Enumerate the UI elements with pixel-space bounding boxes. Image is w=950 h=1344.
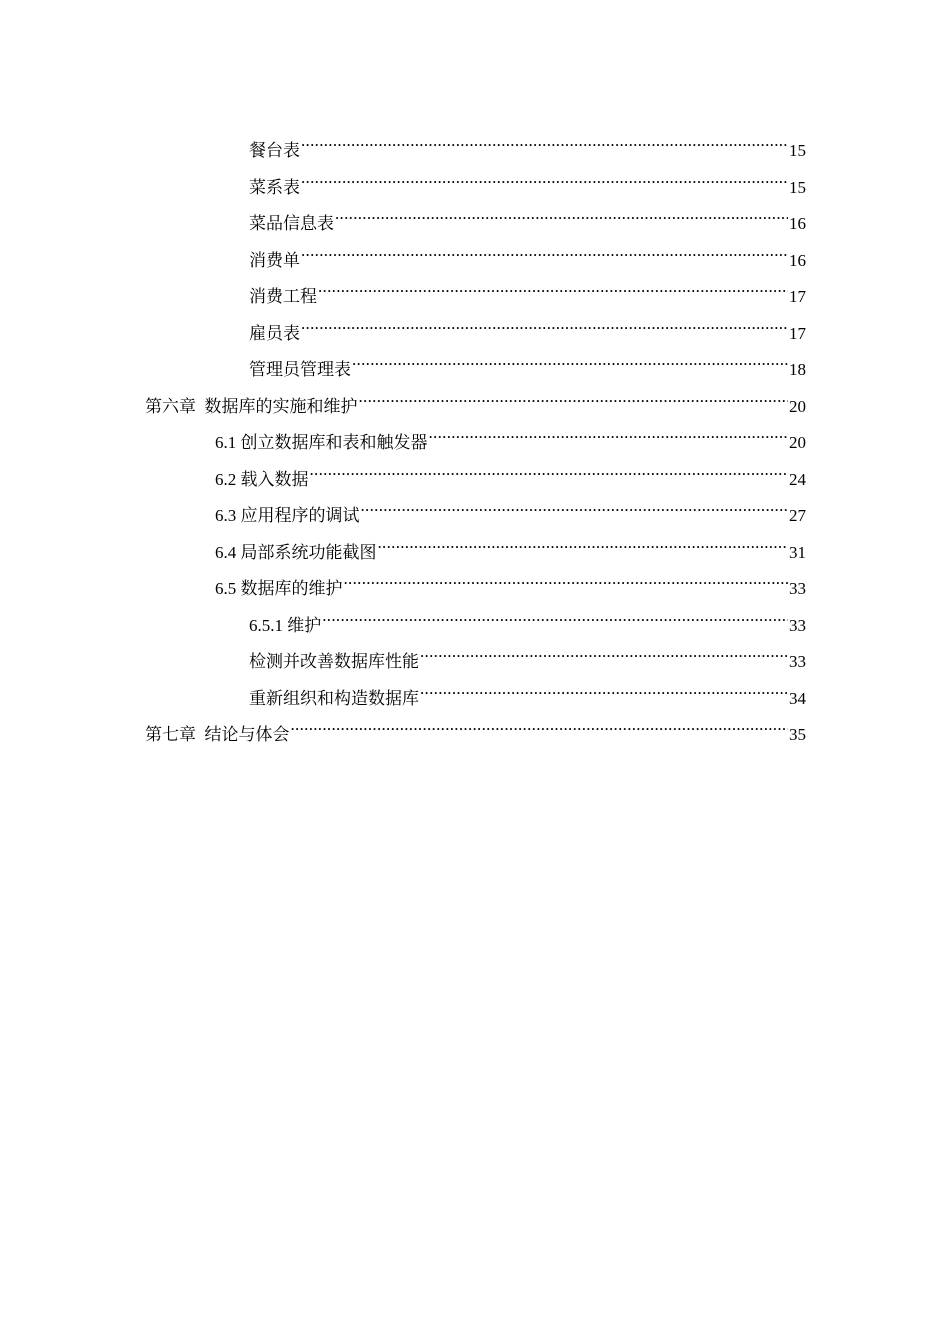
toc-entry-title: 消费工程: [249, 287, 317, 306]
toc-entry-title: 6.3 应用程序的调试: [215, 506, 360, 525]
toc-dot-leader: [301, 302, 788, 339]
toc-entry-title: 重新组织和构造数据库: [249, 688, 419, 708]
toc-dot-leader: [335, 193, 788, 230]
toc-section-entry[interactable]: [215, 521, 806, 562]
toc-dot-leader: [429, 412, 789, 449]
toc-entry-title: 6.4 局部系统功能截图: [215, 542, 377, 562]
toc-entry[interactable]: [249, 594, 806, 635]
toc-section-entry[interactable]: [215, 558, 806, 598]
toc-entry-page: 15: [789, 141, 806, 160]
toc-entry[interactable]: [249, 631, 806, 671]
toc-dot-leader: [378, 521, 789, 558]
toc-entry-page: 17: [789, 287, 806, 306]
toc-entry-page: 35: [789, 725, 806, 744]
toc-chapter-entry[interactable]: [145, 704, 806, 744]
toc-entry-title: 消费单: [249, 250, 300, 270]
toc-dot-leader: [310, 448, 789, 485]
toc-dot-leader: [420, 667, 788, 704]
toc-entry-page: 31: [789, 542, 806, 562]
toc-chapter-entry[interactable]: [145, 375, 806, 416]
toc-entry-page: 27: [789, 506, 806, 525]
toc-entry[interactable]: [249, 193, 806, 233]
toc-entry[interactable]: [249, 156, 806, 197]
toc-dot-leader: [301, 229, 788, 266]
toc-section-entry[interactable]: [215, 412, 806, 452]
toc-dot-leader: [301, 120, 788, 157]
toc-entry-page: 20: [789, 396, 806, 416]
toc-entry-page: 18: [789, 360, 806, 379]
toc-entry-page: 16: [789, 250, 806, 270]
toc-entry-page: 15: [789, 177, 806, 197]
toc-entry[interactable]: [249, 302, 806, 343]
toc-dot-leader: [301, 156, 788, 193]
toc-entry-page: 16: [789, 214, 806, 233]
toc-dot-leader: [318, 266, 788, 303]
toc-entry[interactable]: [249, 229, 806, 270]
toc-entry-title: 餐台表: [249, 141, 300, 160]
toc-dot-leader: [344, 558, 789, 595]
toc-entry-title: 菜品信息表: [249, 214, 334, 233]
toc-entry[interactable]: [249, 667, 806, 708]
toc-entry[interactable]: [249, 339, 806, 379]
toc-entry[interactable]: [249, 120, 806, 160]
toc-entry-page: 20: [789, 433, 806, 452]
toc-entry-page: 24: [789, 469, 806, 489]
toc-entry-title: 第七章 结论与体会: [145, 725, 290, 744]
toc-entry-page: 33: [789, 615, 806, 635]
toc-section-entry[interactable]: [215, 448, 806, 489]
toc-dot-leader: [361, 485, 789, 522]
toc-entry-title: 6.2 载入数据: [215, 469, 309, 489]
toc-dot-leader: [291, 704, 789, 741]
toc-entry-title: 检测并改善数据库性能: [249, 652, 419, 671]
toc-entry-page: 33: [789, 579, 806, 598]
toc-entry-page: 33: [789, 652, 806, 671]
toc-entry-page: 17: [789, 323, 806, 343]
toc-section-entry[interactable]: [215, 485, 806, 525]
toc-entry-title: 第六章 数据库的实施和维护: [145, 396, 358, 416]
toc-entry-title: 雇员表: [249, 323, 300, 343]
toc-dot-leader: [352, 339, 788, 376]
toc-dot-leader: [420, 631, 788, 668]
toc-dot-leader: [359, 375, 789, 412]
toc-entry-page: 34: [789, 688, 806, 708]
toc-entry-title: 管理员管理表: [249, 360, 351, 379]
toc-entry-title: 6.5 数据库的维护: [215, 579, 343, 598]
toc-entry[interactable]: [249, 266, 806, 306]
toc-entry-title: 菜系表: [249, 177, 300, 197]
toc-entry-title: 6.5.1 维护: [249, 615, 322, 635]
toc-entry-title: 6.1 创立数据库和表和触发器: [215, 433, 428, 452]
toc-dot-leader: [322, 594, 788, 631]
